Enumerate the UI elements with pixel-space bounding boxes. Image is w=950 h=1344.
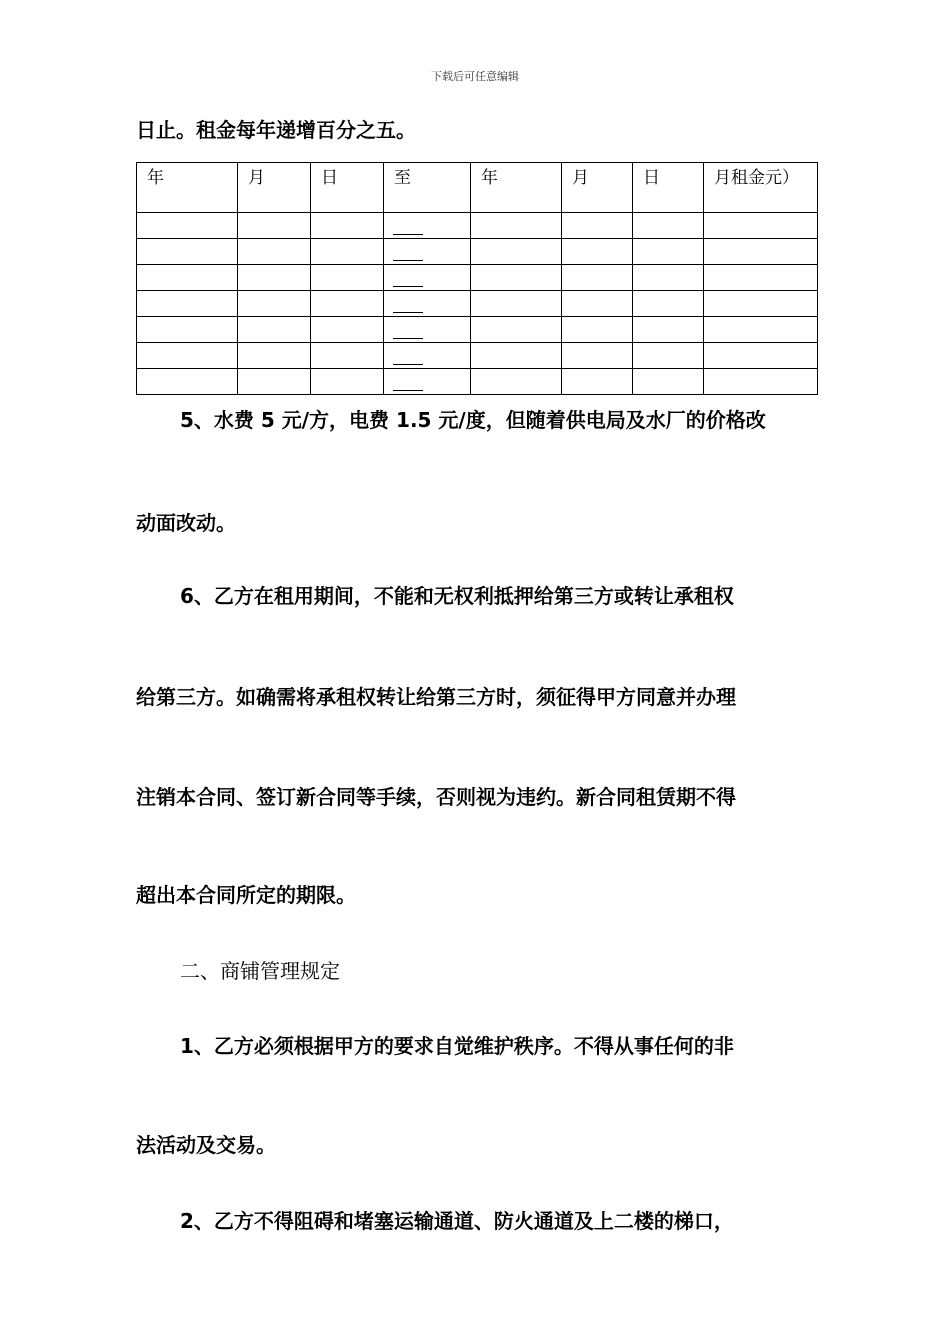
paragraph-transfer-line3: 注销本合同、签订新合同等手续，否则视为违约。新合同租赁期不得: [136, 785, 736, 809]
to-dash: [393, 260, 423, 261]
table-row: [137, 213, 818, 239]
to-dash: [393, 312, 423, 313]
header-month-end: 月: [562, 163, 633, 213]
rent-schedule-table: [136, 162, 818, 395]
to-dash: [393, 338, 423, 339]
table-row: [137, 239, 818, 265]
table-row: [137, 369, 818, 395]
page-header: 下载后可任意编辑: [431, 70, 519, 83]
paragraph-utilities-line1: 5、水费 5 元/方，电费 1.5 元/度，但随着供电局及水厂的价格改: [180, 408, 766, 432]
table-row: [137, 265, 818, 291]
table-header-row: [137, 163, 818, 213]
paragraph-transfer-line1: 6、乙方在租用期间，不能和无权利抵押给第三方或转让承租权: [180, 584, 734, 608]
paragraph-rent-increase: 日止。租金每年递增百分之五。: [136, 118, 416, 142]
paragraph-rule1-line2: 法活动及交易。: [136, 1133, 276, 1157]
to-dash: [393, 390, 423, 391]
to-dash: [393, 234, 423, 235]
header-day-start: 日: [311, 163, 384, 213]
paragraph-rule1-line1: 1、乙方必须根据甲方的要求自觉维护秩序。不得从事任何的非: [180, 1034, 734, 1058]
paragraph-utilities-line2: 动面改动。: [136, 511, 236, 535]
table-row: [137, 291, 818, 317]
header-day-end: 日: [633, 163, 704, 213]
header-to: 至: [384, 163, 471, 213]
header-year-start: 年: [137, 163, 238, 213]
to-dash: [393, 286, 423, 287]
paragraph-transfer-line2: 给第三方。如确需将承租权转让给第三方时，须征得甲方同意并办理: [136, 685, 736, 709]
header-month-start: 月: [238, 163, 311, 213]
section-heading-management: 二、商铺管理规定: [180, 959, 340, 983]
table-row: [137, 343, 818, 369]
to-dash: [393, 364, 423, 365]
header-monthly-rent: 月租金元）: [704, 163, 818, 213]
table-row: [137, 317, 818, 343]
header-year-end: 年: [471, 163, 562, 213]
paragraph-rule2-line1: 2、乙方不得阻碍和堵塞运输通道、防火通道及上二楼的梯口，: [180, 1209, 734, 1233]
paragraph-transfer-line4: 超出本合同所定的期限。: [136, 883, 356, 907]
